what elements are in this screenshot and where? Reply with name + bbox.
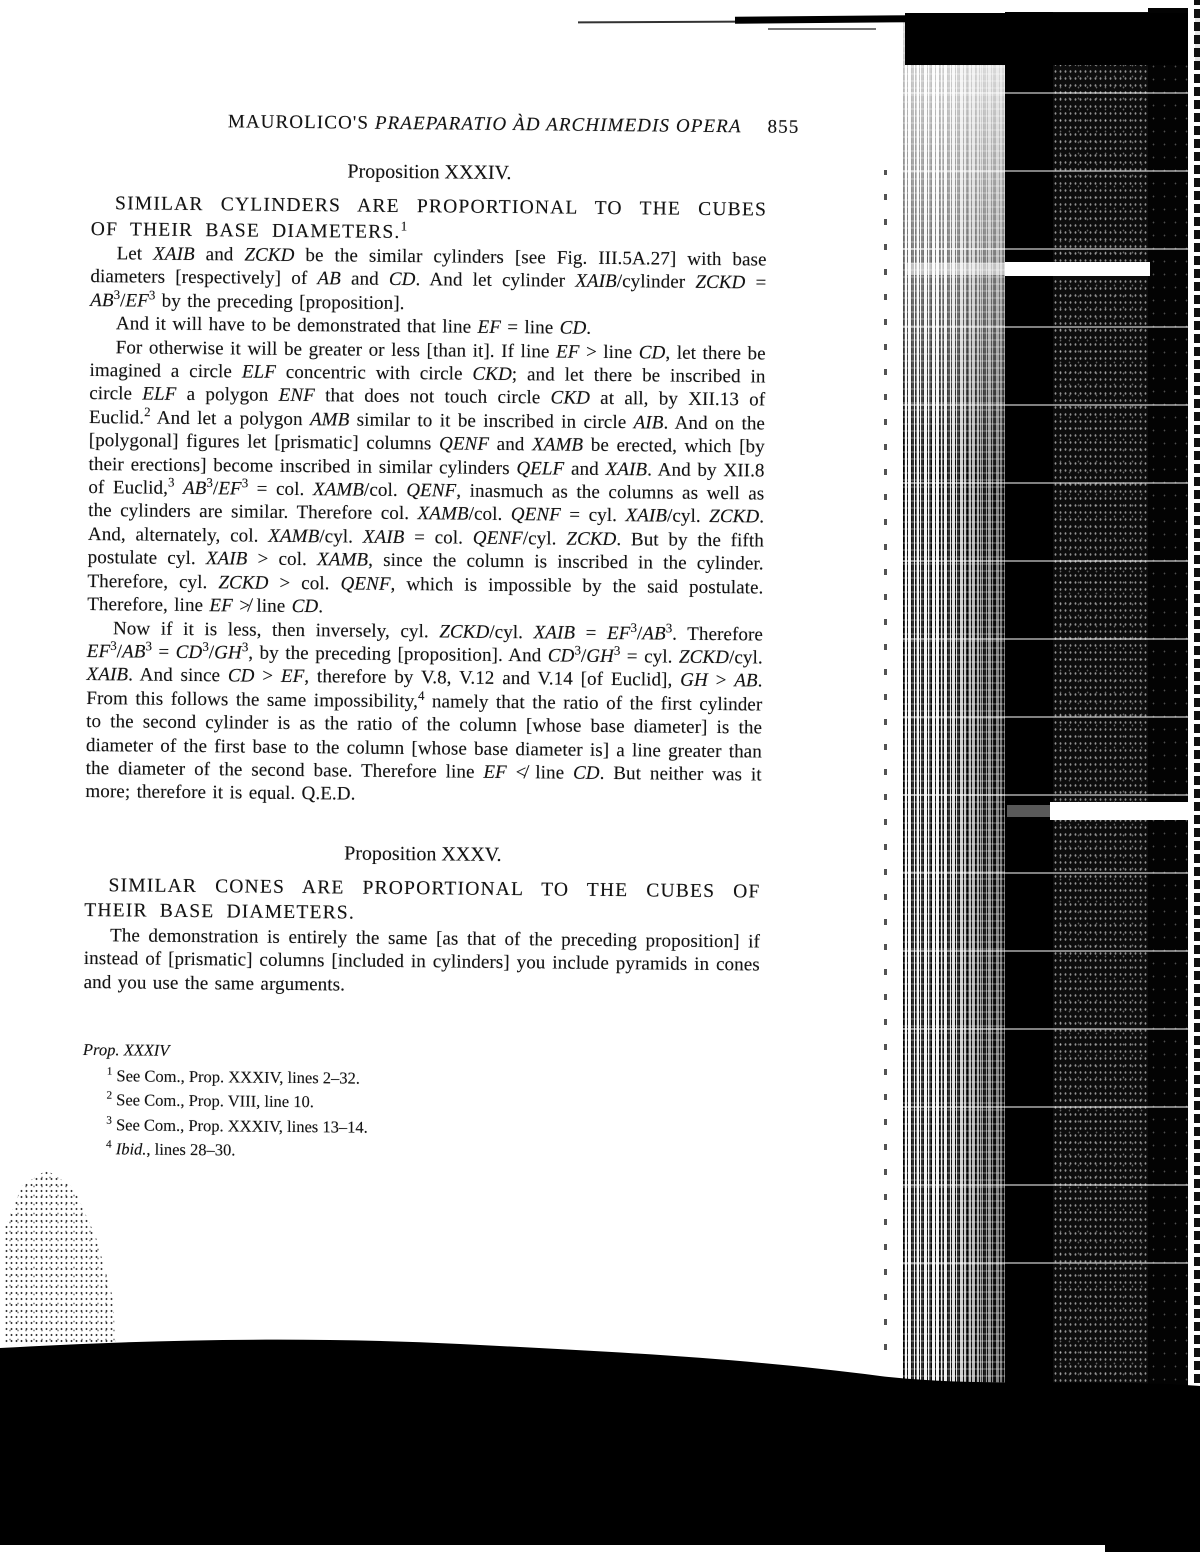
paragraph: Let XAIB and ZCKD be the similar cylinders [see Fig. III.5A.27] with base diameters [respectively] of AB and CD. And let cylinder XAIB/cylinder ZCKD = $AB^3/EF^3$ by the preceding [proposition]. — [90, 243, 767, 314]
paragraph: The demonstration is entirely the same [as that of the preceding proposition] if instead of [prismatic] columns [included in cylinders] you include pyramids in cones and you use the same arguments. — [83, 924, 761, 996]
book-edge-top-cap — [905, 13, 1200, 65]
paragraph: And it will have to be demonstrated that line EF = line CD. — [115, 313, 592, 340]
proposition-34-statement: SIMILAR CYLINDERS ARE PROPORTIONAL TO THE CUBES OF THEIR BASE DIAMETERS.$^1$ — [90, 193, 768, 243]
scan-white-gap — [905, 263, 1005, 275]
footnote-section-label: Prop. XXXIV — [82, 1039, 170, 1060]
footnote-item: $^3$ See Com., Prop. XXXIV, lines 13–14. — [106, 1114, 368, 1137]
bottom-shadow-band — [0, 1338, 1200, 1552]
footnotes — [82, 1038, 759, 1168]
running-header — [227, 111, 800, 138]
scan-artifact-gutter-dashes — [884, 170, 887, 1350]
paragraph: Now if it is less, then inversely, cyl. ZCKD/cyl. XAIB = $EF^3/AB^3$. Therefore $EF^3/AB^3 = CD^3/GH^3$, by the preceding [proposition]. And $CD^3/GH^3$ = cyl. ZCKD/cyl. XAIB. And since CD > EF, therefore by V.8, V.12 and V.14 [of Euclid], GH > AB. From this follows the same impossibility,$^4$ namely that the ratio of the first cylinder to the second cylinder is as the ratio of the column [whose base diameter] is the diameter of the first base to the column [whose base diameter is] a line greater than the diameter of the second base. Therefore line EF ≮ line CD. But neither was it more; therefore it is equal. Q.E.D. — [85, 617, 764, 805]
corner-speckle-shadow — [4, 1170, 116, 1346]
image-right-edge-marks — [1194, 0, 1200, 1552]
header-title: MAUROLICO'S PRAEPARATIO ÀD ARCHIMEDIS OPERA — [227, 111, 742, 138]
page-text-block — [82, 110, 800, 1168]
footnote-item: $^4$ Ibid., lines 28–30. — [106, 1139, 236, 1160]
scan-line-artifacts — [903, 70, 1188, 1340]
scan-white-gap — [1005, 262, 1150, 276]
proposition-34-section — [85, 158, 767, 810]
scan-artifact-top-line — [768, 28, 876, 30]
scan-white-gap — [1050, 802, 1190, 820]
page-number: 855 — [767, 116, 800, 138]
bottom-white-strip — [0, 1545, 1105, 1552]
proposition-35-heading: Proposition XXXV. — [344, 842, 502, 866]
footnote-item: $^1$ See Com., Prop. XXXIV, lines 2–32. — [106, 1065, 361, 1088]
scan-white-gap — [1007, 805, 1050, 817]
scan-artifact-top-line — [735, 15, 911, 24]
proposition-34-heading: Proposition XXXIV. — [347, 160, 512, 185]
proposition-35-statement: SIMILAR CONES ARE PROPORTIONAL TO THE CUBES OF THEIR BASE DIAMETERS. — [84, 874, 761, 924]
footnote-item: $^2$ See Com., Prop. VIII, line 10. — [106, 1089, 315, 1112]
scan-artifact-top-line — [578, 21, 740, 24]
proposition-35-section — [84, 840, 761, 1001]
paragraph: For otherwise it will be greater or less [than it]. If line EF > line CD, let there be imagined a circle ELF concentric with circle CKD; and let there be inscribed in circle ELF a polygon ENF that does not touch circle CKD at all, by XII.13 of Euclid.$^2$ And let a polygon AMB similar to it be inscribed in circle AIB. And on the [polygonal] figures let [prismatic] columns QENF and XAMB be erected, which [by their erections] become inscribed in similar cylinders QELF and XAIB. And by XII.8 of Euclid,$^3$ $AB^3/EF^3$ = col. XAMB/col. QENF, inasmuch as the columns as well as the cylinders are similar. Therefore col. XAMB/col. QENF = cyl. XAIB/cyl. ZCKD. And, alternately, col. XAMB/cyl. XAIB = col. QENF/cyl. ZCKD. But by the fifth postulate cyl. XAIB > col. XAMB, since the column is inscribed in the cylinder. Therefore, cyl. ZCKD > col. QENF, which is impossible by the said postulate. Therefore, line EF ≯ line CD. — [87, 336, 766, 618]
